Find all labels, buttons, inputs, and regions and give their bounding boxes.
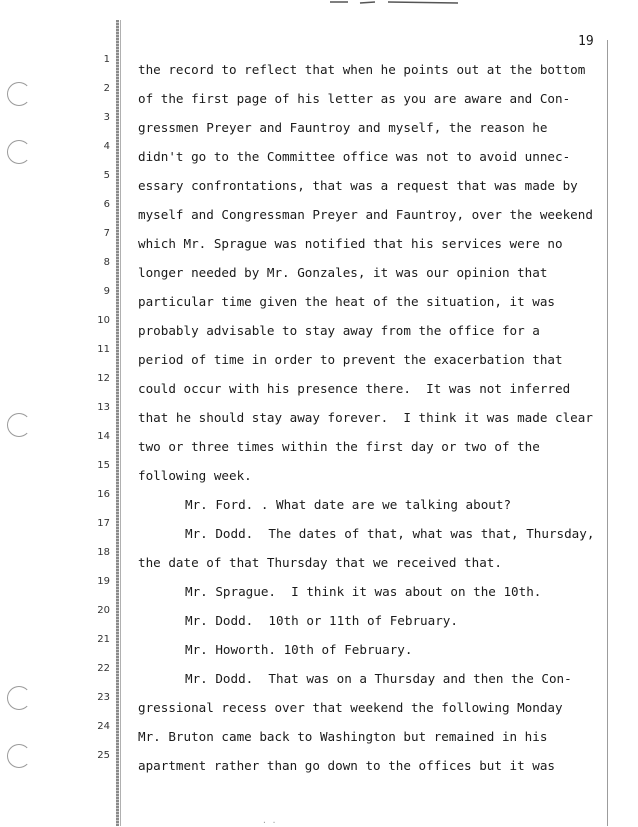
transcript-line: Mr. Dodd. That was on a Thursday and then the Con- <box>185 671 572 686</box>
page-number: 19 <box>578 34 594 49</box>
transcript-line: myself and Congressman Preyer and Fauntroy, over the weekend <box>138 207 593 222</box>
right-margin-rule <box>607 40 608 826</box>
line-number: 14 <box>97 431 110 442</box>
line-number: 12 <box>97 373 110 384</box>
left-margin-rule-inner <box>120 20 121 826</box>
line-number: 17 <box>97 518 110 529</box>
transcript-line: Mr. Dodd. 10th or 11th of February. <box>185 613 458 628</box>
line-number: 24 <box>97 721 110 732</box>
top-edge-scribble <box>330 0 460 6</box>
line-number: 7 <box>103 228 110 239</box>
line-number: 22 <box>97 663 110 674</box>
line-number: 4 <box>103 141 110 152</box>
line-number: 9 <box>103 286 110 297</box>
scan-speck: · · <box>262 818 277 827</box>
line-number: 25 <box>97 750 110 761</box>
transcript-line: Mr. Dodd. The dates of that, what was that, Thursday, <box>185 526 595 541</box>
transcript-line: following week. <box>138 468 252 483</box>
transcript-line: the date of that Thursday that we received that. <box>138 555 502 570</box>
line-number: 5 <box>103 170 110 181</box>
line-number: 8 <box>103 257 110 268</box>
transcript-line: didn't go to the Committee office was not to avoid unnec- <box>138 149 571 164</box>
binder-hole-icon <box>7 82 31 106</box>
transcript-line: period of time in order to prevent the exacerbation that <box>138 352 563 367</box>
line-number: 11 <box>97 344 110 355</box>
left-margin-rule <box>116 20 119 826</box>
transcript-line: the record to reflect that when he points out at the bottom <box>138 62 586 77</box>
transcript-line: gressmen Preyer and Fauntroy and myself, the reason he <box>138 120 548 135</box>
transcript-line: two or three times within the first day or two of the <box>138 439 540 454</box>
line-number: 21 <box>97 634 110 645</box>
transcript-line: gressional recess over that weekend the following Monday <box>138 700 563 715</box>
line-number: 15 <box>97 460 110 471</box>
transcript-line: Mr. Bruton came back to Washington but remained in his <box>138 729 548 744</box>
line-number: 3 <box>103 112 110 123</box>
line-number: 16 <box>97 489 110 500</box>
line-number: 18 <box>97 547 110 558</box>
transcript-line: Mr. Sprague. I think it was about on the 10th. <box>185 584 542 599</box>
transcript-line: of the first page of his letter as you are aware and Con- <box>138 91 571 106</box>
line-number: 13 <box>97 402 110 413</box>
line-number: 1 <box>103 54 110 65</box>
line-number: 10 <box>97 315 110 326</box>
binder-hole-icon <box>7 413 31 437</box>
transcript-line: particular time given the heat of the situation, it was <box>138 294 556 309</box>
binder-hole-icon <box>7 140 31 164</box>
binder-hole-icon <box>7 686 31 710</box>
line-number: 23 <box>97 692 110 703</box>
line-number: 20 <box>97 605 110 616</box>
transcript-line: apartment rather than go down to the offices but it was <box>138 758 556 773</box>
transcript-line: that he should stay away forever. I think it was made clear <box>138 410 593 425</box>
line-number: 19 <box>97 576 110 587</box>
transcript-line: Mr. Ford. . What date are we talking about? <box>185 497 512 512</box>
transcript-line: which Mr. Sprague was notified that his services were no <box>138 236 563 251</box>
transcript-line: longer needed by Mr. Gonzales, it was our opinion that <box>138 265 548 280</box>
transcript-line: could occur with his presence there. It was not inferred <box>138 381 571 396</box>
transcript-line: Mr. Howorth. 10th of February. <box>185 642 413 657</box>
binder-hole-icon <box>7 744 31 768</box>
transcript-line: probably advisable to stay away from the office for a <box>138 323 540 338</box>
transcript-line: essary confrontations, that was a request that was made by <box>138 178 578 193</box>
line-number: 2 <box>103 83 110 94</box>
line-number: 6 <box>103 199 110 210</box>
